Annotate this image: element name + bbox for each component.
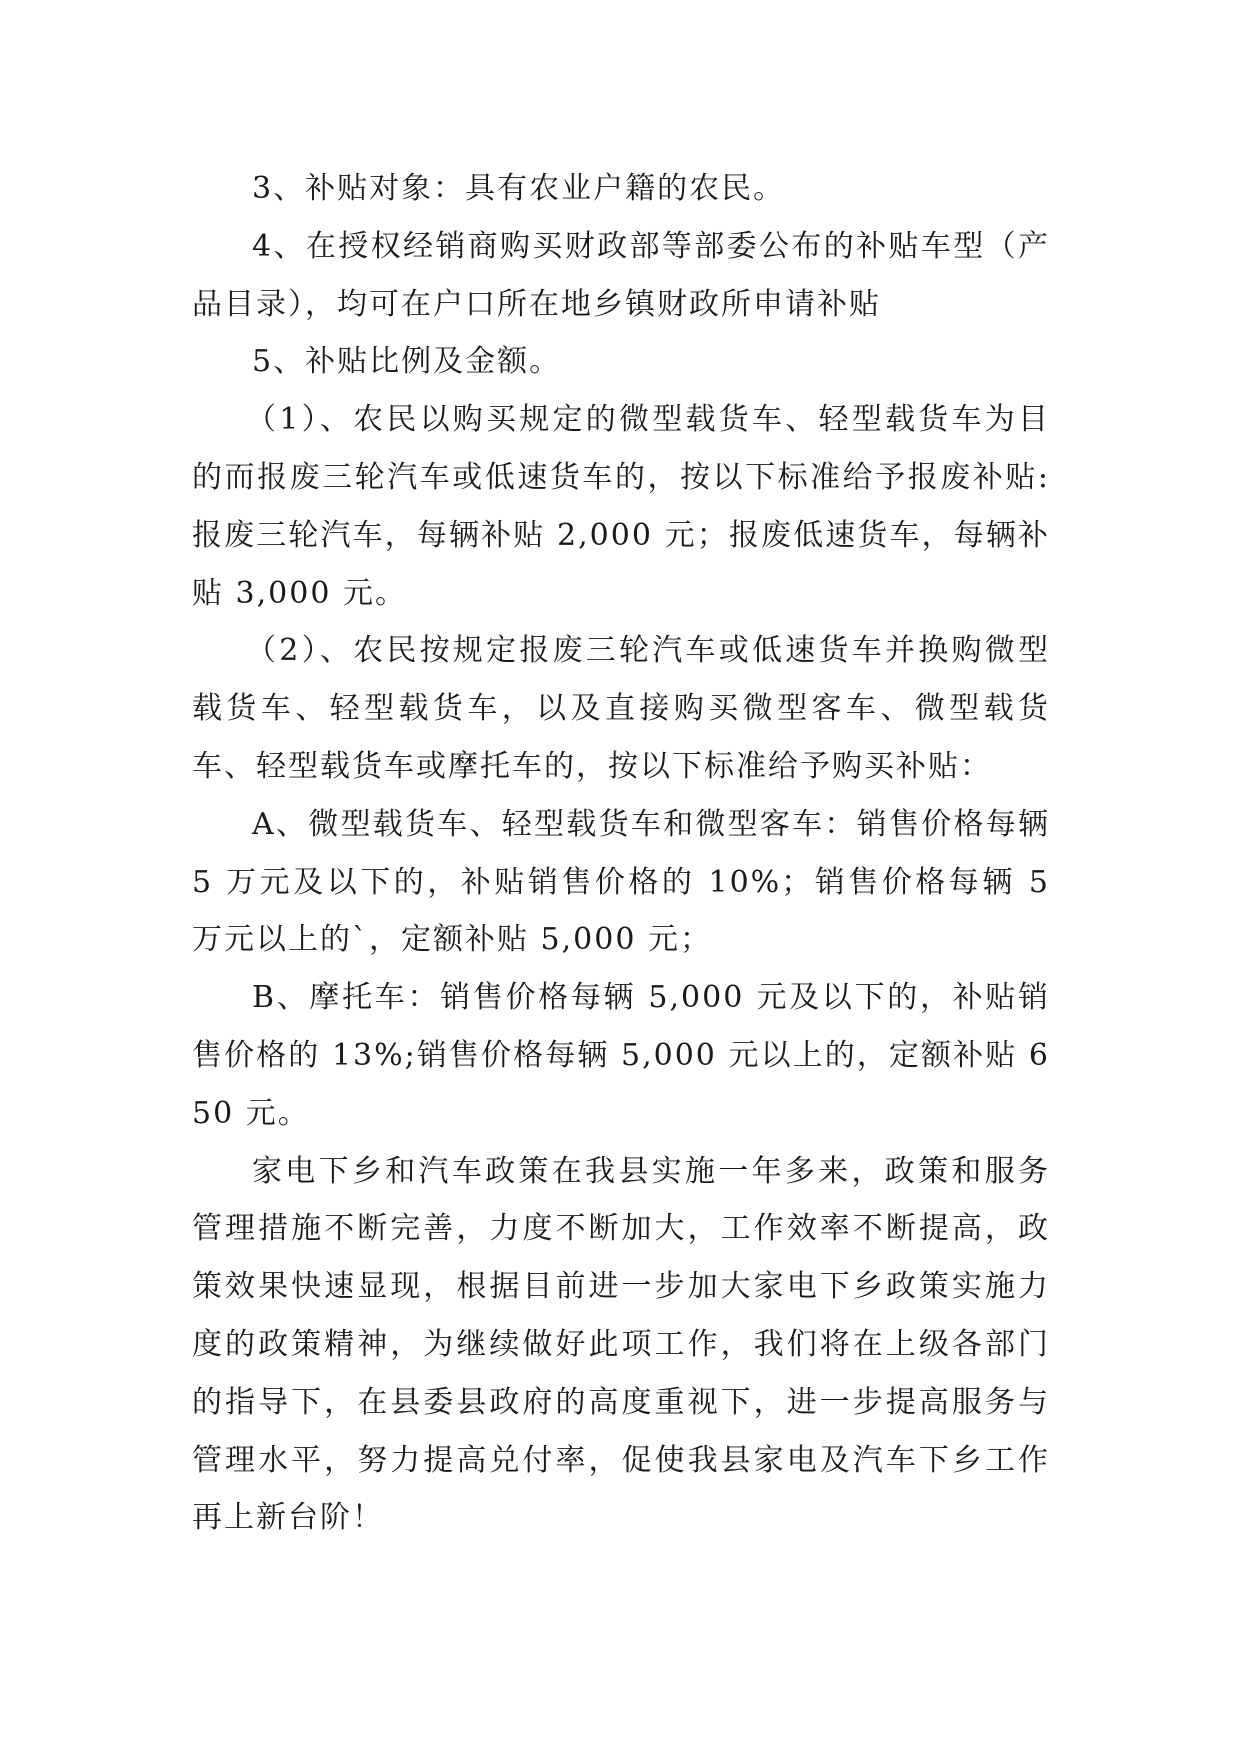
paragraph-scrap-subsidy: （1）、农民以购买规定的微型载货车、轻型载货车为目的而报废三轮汽车或低速货车的，按以下标准给予报废补贴:报废三轮汽车，每辆补贴 2,000 元；报废低速货车，每辆补贴 3,000 元。 <box>192 402 1050 611</box>
paragraph-subsidy-ratio-heading: 5、补贴比例及金额。 <box>252 344 562 380</box>
paragraph-purchase-subsidy: （2）、农民按规定报废三轮汽车或低速货车并换购微型载货车、轻型载货车，以及直接购买微型客车、微型载货车、轻型载货车或摩托车的，按以下标准给予购买补贴： <box>192 633 1050 784</box>
paragraph-purchase-channel: 4、在授权经销商购买财政部等部委公布的补贴车型（产品目录），均可在户口所在地乡镇财政所申请补贴 <box>192 228 1050 322</box>
paragraph-item-a: A、微型载货车、轻型载货车和微型客车：销售价格每辆 5 万元及以下的，补贴销售价格的 10%；销售价格每辆 5 万元以上的`，定额补贴 5,000 元； <box>192 806 1050 958</box>
paragraph-item-b: B、摩托车：销售价格每辆 5,000 元及以下的，补贴销售价格的 13%;销售价格每辆 5,000 元以上的，定额补贴 650 元。 <box>192 980 1050 1131</box>
paragraph-subsidy-target: 3、补贴对象：具有农业户籍的农民。 <box>252 171 786 206</box>
paragraph-summary: 家电下乡和汽车政策在我县实施一年多来，政策和服务管理措施不断完善，力度不断加大，工作效率不断提高，政策效果快速显现，根据目前进一步加大家电下乡政策实施力度的政策精神，为继续做好此项工作，我们将在上级各部门的指导下，在县委县政府的高度重视下，进一步提高服务与管理水平，努力提高兑付率，促使我县家电及汽车下乡工作再上新台阶！ <box>192 1153 1050 1536</box>
document-page <box>192 160 1050 1547</box>
